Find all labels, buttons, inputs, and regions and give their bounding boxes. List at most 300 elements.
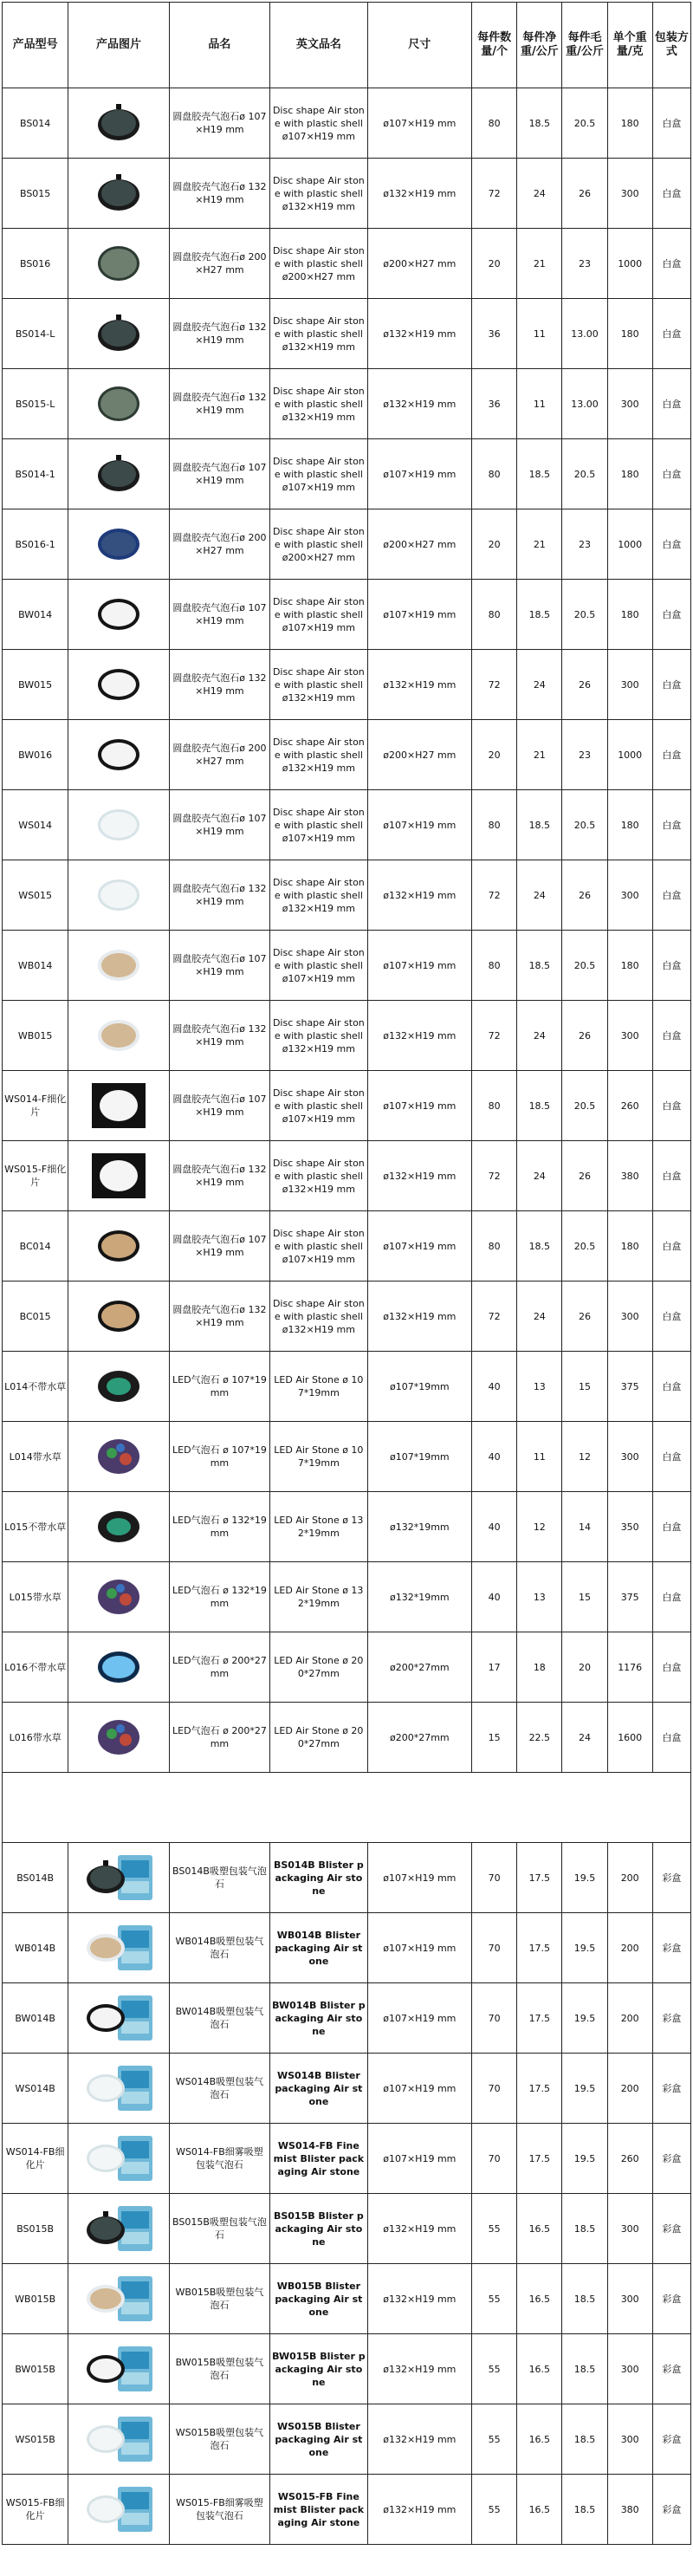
cell-unit-weight: 1000 [607, 720, 652, 790]
product-photo [80, 95, 158, 151]
cell-gross-weight: 20.5 [562, 439, 607, 509]
cell-packing: 白盒 [652, 229, 690, 299]
cell-gross-weight: 20.5 [562, 790, 607, 860]
cell-unit-weight: 1000 [607, 509, 652, 580]
cell-name-en: Disc shape Air stone with plastic shell ø132×H19 mm [270, 860, 367, 931]
cell-model: L015带水草 [3, 1562, 68, 1632]
cell-gross-weight: 13.00 [562, 299, 607, 369]
cell-name-cn: 圆盘胶壳气泡石ø 107×H19 mm [169, 931, 269, 1001]
cell-name-en: Disc shape Air stone with plastic shell ø107×H19 mm [270, 1211, 367, 1282]
cell-net-weight: 18.5 [517, 88, 562, 159]
cell-unit-weight: 260 [607, 1071, 652, 1141]
cell-packing: 白盒 [652, 720, 690, 790]
cell-unit-weight: 300 [607, 1282, 652, 1352]
cell-size: ø200×H27 mm [367, 509, 471, 580]
cell-unit-weight: 1176 [607, 1632, 652, 1703]
cell-model: BS015-L [3, 369, 68, 439]
cell-model: WS015-FB细化片 [3, 2475, 68, 2545]
cell-size: ø132×H19 mm [367, 2334, 471, 2404]
cell-name-en: LED Air Stone ø 132*19mm [270, 1492, 367, 1562]
cell-name-en: WS014B Blister packaging Air stone [270, 2054, 367, 2124]
cell-qty: 36 [472, 369, 517, 439]
product-photo [80, 1288, 158, 1344]
cell-qty: 70 [472, 2054, 517, 2124]
cell-packing: 白盒 [652, 1562, 690, 1632]
cell-name-en: Disc shape Air stone with plastic shell ø107×H19 mm [270, 790, 367, 860]
cell-model: WS014-F细化片 [3, 1071, 68, 1141]
cell-packing: 彩盒 [652, 2194, 690, 2264]
product-photo [80, 2060, 158, 2116]
header-name-cn: 品名 [169, 3, 269, 88]
cell-size: ø107*19mm [367, 1352, 471, 1422]
cell-name-cn: LED气泡石 ø 132*19mm [169, 1492, 269, 1562]
cell-size: ø107×H19 mm [367, 1913, 471, 1983]
header-packing: 包装方式 [652, 3, 690, 88]
table-row [3, 580, 691, 650]
cell-net-weight: 21 [517, 720, 562, 790]
cell-gross-weight: 18.5 [562, 2334, 607, 2404]
cell-name-en: WS014-FB Fine mist Blister packaging Air stone [270, 2124, 367, 2194]
header-gross-weight: 每件毛重/公斤 [562, 3, 607, 88]
cell-name-cn: 圆盘胶壳气泡石ø 132×H19 mm [169, 1282, 269, 1352]
cell-qty: 80 [472, 931, 517, 1001]
table-row [3, 1843, 691, 1913]
cell-packing: 彩盒 [652, 2264, 690, 2334]
cell-name-cn: WS014B吸塑包装气泡石 [169, 2054, 269, 2124]
cell-gross-weight: 20.5 [562, 580, 607, 650]
cell-net-weight: 17.5 [517, 2124, 562, 2194]
cell-product-image [68, 2404, 169, 2475]
cell-product-image [68, 509, 169, 580]
cell-size: ø107×H19 mm [367, 1983, 471, 2054]
cell-name-en: Disc shape Air stone with plastic shell ø132×H19 mm [270, 720, 367, 790]
table-row [3, 1492, 691, 1562]
cell-name-cn: 圆盘胶壳气泡石ø 132×H19 mm [169, 860, 269, 931]
table-row [3, 229, 691, 299]
table-row [3, 88, 691, 159]
cell-unit-weight: 200 [607, 1843, 652, 1913]
cell-unit-weight: 1600 [607, 1703, 652, 1773]
cell-qty: 55 [472, 2194, 517, 2264]
cell-gross-weight: 15 [562, 1562, 607, 1632]
spacer-row [3, 1773, 691, 1843]
cell-name-cn: 圆盘胶壳气泡石ø 132×H19 mm [169, 159, 269, 229]
cell-name-en: Disc shape Air stone with plastic shell ø132×H19 mm [270, 299, 367, 369]
cell-name-en: BS015B Blister packaging Air stone [270, 2194, 367, 2264]
cell-qty: 40 [472, 1562, 517, 1632]
cell-product-image [68, 229, 169, 299]
product-photo [80, 165, 158, 221]
cell-unit-weight: 180 [607, 88, 652, 159]
cell-unit-weight: 180 [607, 1211, 652, 1282]
cell-qty: 80 [472, 790, 517, 860]
cell-unit-weight: 375 [607, 1352, 652, 1422]
cell-size: ø132*19mm [367, 1492, 471, 1562]
product-photo [80, 1499, 158, 1554]
cell-product-image [68, 1352, 169, 1422]
cell-model: BW016 [3, 720, 68, 790]
cell-unit-weight: 300 [607, 2404, 652, 2475]
cell-unit-weight: 300 [607, 2264, 652, 2334]
cell-qty: 15 [472, 1703, 517, 1773]
cell-net-weight: 22.5 [517, 1703, 562, 1773]
cell-model: L014不带水草 [3, 1352, 68, 1422]
cell-name-cn: 圆盘胶壳气泡石ø 200×H27 mm [169, 720, 269, 790]
cell-model: WS014B [3, 2054, 68, 2124]
cell-name-cn: 圆盘胶壳气泡石ø 107×H19 mm [169, 88, 269, 159]
cell-name-en: BW014B Blister packaging Air stone [270, 1983, 367, 2054]
header-row [3, 3, 691, 88]
cell-packing: 彩盒 [652, 2475, 690, 2545]
cell-name-en: LED Air Stone ø 107*19mm [270, 1352, 367, 1422]
cell-unit-weight: 300 [607, 650, 652, 720]
cell-model: BS016 [3, 229, 68, 299]
table-row [3, 2334, 691, 2404]
cell-qty: 70 [472, 1983, 517, 2054]
cell-qty: 72 [472, 159, 517, 229]
cell-model: BS014-1 [3, 439, 68, 509]
table-row [3, 2194, 691, 2264]
cell-gross-weight: 26 [562, 1282, 607, 1352]
header-net-weight: 每件净重/公斤 [517, 3, 562, 88]
table-row [3, 2264, 691, 2334]
cell-net-weight: 24 [517, 159, 562, 229]
cell-model: BS014-L [3, 299, 68, 369]
cell-model: WB015B [3, 2264, 68, 2334]
cell-name-en: Disc shape Air stone with plastic shell ø107×H19 mm [270, 580, 367, 650]
cell-gross-weight: 24 [562, 1703, 607, 1773]
cell-model: L014带水草 [3, 1422, 68, 1492]
cell-model: BS015 [3, 159, 68, 229]
cell-name-cn: 圆盘胶壳气泡石ø 132×H19 mm [169, 650, 269, 720]
cell-name-cn: BW014B吸塑包装气泡石 [169, 1983, 269, 2054]
cell-unit-weight: 200 [607, 1913, 652, 1983]
cell-name-cn: 圆盘胶壳气泡石ø 200×H27 mm [169, 509, 269, 580]
cell-name-cn: 圆盘胶壳气泡石ø 132×H19 mm [169, 369, 269, 439]
product-photo [80, 516, 158, 572]
cell-qty: 20 [472, 509, 517, 580]
table-row [3, 860, 691, 931]
product-photo [80, 1148, 158, 1204]
table-row [3, 1632, 691, 1703]
cell-model: WS015-F细化片 [3, 1141, 68, 1211]
table-row [3, 1282, 691, 1352]
product-photo [80, 657, 158, 712]
cell-net-weight: 16.5 [517, 2334, 562, 2404]
cell-packing: 白盒 [652, 369, 690, 439]
cell-product-image [68, 1492, 169, 1562]
cell-qty: 70 [472, 1843, 517, 1913]
cell-model: BS016-1 [3, 509, 68, 580]
table-row [3, 790, 691, 860]
header-size: 尺寸 [367, 3, 471, 88]
cell-net-weight: 11 [517, 369, 562, 439]
cell-name-cn: LED气泡石 ø 200*27mm [169, 1703, 269, 1773]
cell-net-weight: 17.5 [517, 1913, 562, 1983]
cell-unit-weight: 180 [607, 299, 652, 369]
cell-gross-weight: 26 [562, 159, 607, 229]
cell-size: ø132*19mm [367, 1562, 471, 1632]
cell-name-en: Disc shape Air stone with plastic shell ø200×H27 mm [270, 229, 367, 299]
cell-qty: 80 [472, 580, 517, 650]
cell-size: ø107×H19 mm [367, 439, 471, 509]
cell-gross-weight: 18.5 [562, 2194, 607, 2264]
cell-packing: 白盒 [652, 860, 690, 931]
cell-unit-weight: 260 [607, 2124, 652, 2194]
cell-unit-weight: 180 [607, 439, 652, 509]
cell-model: WS014-FB细化片 [3, 2124, 68, 2194]
cell-packing: 白盒 [652, 650, 690, 720]
cell-qty: 80 [472, 439, 517, 509]
product-photo [80, 446, 158, 502]
cell-model: WB014B [3, 1913, 68, 1983]
table-row [3, 299, 691, 369]
cell-name-en: WB015B Blister packaging Air stone [270, 2264, 367, 2334]
cell-unit-weight: 1000 [607, 229, 652, 299]
cell-gross-weight: 20 [562, 1632, 607, 1703]
cell-packing: 彩盒 [652, 1843, 690, 1913]
cell-gross-weight: 26 [562, 1141, 607, 1211]
cell-name-cn: 圆盘胶壳气泡石ø 132×H19 mm [169, 1001, 269, 1071]
cell-qty: 72 [472, 1282, 517, 1352]
cell-size: ø107×H19 mm [367, 1071, 471, 1141]
cell-gross-weight: 19.5 [562, 1983, 607, 2054]
cell-name-en: Disc shape Air stone with plastic shell ø132×H19 mm [270, 159, 367, 229]
cell-model: WS014 [3, 790, 68, 860]
cell-product-image [68, 790, 169, 860]
cell-model: BS014 [3, 88, 68, 159]
cell-model: WB014 [3, 931, 68, 1001]
cell-gross-weight: 20.5 [562, 931, 607, 1001]
cell-name-cn: 圆盘胶壳气泡石ø 107×H19 mm [169, 580, 269, 650]
cell-qty: 40 [472, 1492, 517, 1562]
cell-net-weight: 18.5 [517, 1071, 562, 1141]
cell-gross-weight: 14 [562, 1492, 607, 1562]
cell-packing: 白盒 [652, 1422, 690, 1492]
cell-size: ø107*19mm [367, 1422, 471, 1492]
cell-gross-weight: 23 [562, 720, 607, 790]
table-row [3, 439, 691, 509]
product-photo [80, 727, 158, 782]
cell-packing: 白盒 [652, 299, 690, 369]
cell-size: ø132×H19 mm [367, 860, 471, 931]
product-photo [80, 1569, 158, 1625]
cell-qty: 20 [472, 720, 517, 790]
cell-unit-weight: 300 [607, 1422, 652, 1492]
cell-packing: 彩盒 [652, 2404, 690, 2475]
cell-net-weight: 18 [517, 1632, 562, 1703]
cell-unit-weight: 300 [607, 2334, 652, 2404]
cell-model: WS015 [3, 860, 68, 931]
product-photo [80, 376, 158, 431]
cell-product-image [68, 369, 169, 439]
cell-product-image [68, 1843, 169, 1913]
cell-name-en: Disc shape Air stone with plastic shell ø132×H19 mm [270, 1141, 367, 1211]
cell-name-en: Disc shape Air stone with plastic shell ø107×H19 mm [270, 1071, 367, 1141]
cell-name-cn: 圆盘胶壳气泡石ø 107×H19 mm [169, 439, 269, 509]
cell-product-image [68, 2124, 169, 2194]
cell-unit-weight: 180 [607, 790, 652, 860]
cell-qty: 72 [472, 650, 517, 720]
cell-net-weight: 16.5 [517, 2264, 562, 2334]
cell-qty: 36 [472, 299, 517, 369]
cell-packing: 白盒 [652, 88, 690, 159]
cell-gross-weight: 20.5 [562, 88, 607, 159]
product-photo [80, 1008, 158, 1063]
cell-qty: 70 [472, 2124, 517, 2194]
cell-packing: 白盒 [652, 1703, 690, 1773]
table-row [3, 720, 691, 790]
spacer-cell [3, 1773, 691, 1843]
header-qty: 每件数量/个 [472, 3, 517, 88]
cell-net-weight: 24 [517, 1282, 562, 1352]
cell-name-en: Disc shape Air stone with plastic shell ø132×H19 mm [270, 650, 367, 720]
table-row [3, 1703, 691, 1773]
cell-product-image [68, 1071, 169, 1141]
product-photo [80, 1639, 158, 1695]
cell-product-image [68, 1282, 169, 1352]
cell-unit-weight: 300 [607, 159, 652, 229]
cell-size: ø107×H19 mm [367, 931, 471, 1001]
cell-product-image [68, 931, 169, 1001]
cell-gross-weight: 18.5 [562, 2475, 607, 2545]
cell-gross-weight: 23 [562, 509, 607, 580]
cell-name-cn: 圆盘胶壳气泡石ø 107×H19 mm [169, 1071, 269, 1141]
cell-unit-weight: 300 [607, 2194, 652, 2264]
cell-model: L016带水草 [3, 1703, 68, 1773]
cell-size: ø132×H19 mm [367, 2404, 471, 2475]
cell-size: ø132×H19 mm [367, 2264, 471, 2334]
cell-net-weight: 16.5 [517, 2404, 562, 2475]
cell-unit-weight: 300 [607, 860, 652, 931]
header-unit-weight: 单个重量/克 [607, 3, 652, 88]
cell-size: ø132×H19 mm [367, 1141, 471, 1211]
cell-name-cn: WB014B吸塑包装气泡石 [169, 1913, 269, 1983]
cell-model: L015不带水草 [3, 1492, 68, 1562]
table-row [3, 1422, 691, 1492]
cell-gross-weight: 19.5 [562, 2124, 607, 2194]
cell-name-en: Disc shape Air stone with plastic shell ø107×H19 mm [270, 88, 367, 159]
cell-name-cn: LED气泡石 ø 107*19mm [169, 1422, 269, 1492]
product-photo [80, 2201, 158, 2256]
cell-gross-weight: 18.5 [562, 2404, 607, 2475]
cell-size: ø107×H19 mm [367, 790, 471, 860]
table-row [3, 1352, 691, 1422]
product-photo [80, 1078, 158, 1133]
cell-net-weight: 18.5 [517, 1211, 562, 1282]
cell-model: BC014 [3, 1211, 68, 1282]
cell-unit-weight: 380 [607, 2475, 652, 2545]
product-photo [80, 2131, 158, 2186]
cell-qty: 55 [472, 2334, 517, 2404]
cell-gross-weight: 26 [562, 860, 607, 931]
header-name-en: 英文品名 [270, 3, 367, 88]
cell-packing: 白盒 [652, 1282, 690, 1352]
cell-net-weight: 12 [517, 1492, 562, 1562]
cell-name-en: WS015B Blister packaging Air stone [270, 2404, 367, 2475]
product-photo [80, 1429, 158, 1484]
cell-size: ø107×H19 mm [367, 2054, 471, 2124]
cell-net-weight: 21 [517, 229, 562, 299]
cell-gross-weight: 20.5 [562, 1071, 607, 1141]
cell-qty: 55 [472, 2264, 517, 2334]
cell-unit-weight: 300 [607, 369, 652, 439]
cell-product-image [68, 2054, 169, 2124]
product-photo [80, 236, 158, 291]
cell-gross-weight: 13.00 [562, 369, 607, 439]
cell-name-cn: 圆盘胶壳气泡石ø 200×H27 mm [169, 229, 269, 299]
cell-net-weight: 11 [517, 1422, 562, 1492]
cell-size: ø107×H19 mm [367, 88, 471, 159]
product-photo [80, 2482, 158, 2537]
cell-name-en: LED Air Stone ø 107*19mm [270, 1422, 367, 1492]
cell-packing: 白盒 [652, 1352, 690, 1422]
cell-qty: 72 [472, 1141, 517, 1211]
cell-packing: 彩盒 [652, 2054, 690, 2124]
cell-net-weight: 13 [517, 1352, 562, 1422]
cell-model: WB015 [3, 1001, 68, 1071]
cell-model: BW015 [3, 650, 68, 720]
cell-packing: 白盒 [652, 1211, 690, 1282]
cell-packing: 白盒 [652, 790, 690, 860]
cell-name-cn: BW015B吸塑包装气泡石 [169, 2334, 269, 2404]
cell-net-weight: 24 [517, 650, 562, 720]
cell-net-weight: 18.5 [517, 580, 562, 650]
cell-size: ø132×H19 mm [367, 1282, 471, 1352]
cell-size: ø132×H19 mm [367, 2194, 471, 2264]
cell-product-image [68, 159, 169, 229]
table-row [3, 2475, 691, 2545]
cell-name-cn: BS014B吸塑包装气泡石 [169, 1843, 269, 1913]
cell-packing: 白盒 [652, 1632, 690, 1703]
cell-name-cn: WS014-FB细雾吸塑包装气泡石 [169, 2124, 269, 2194]
cell-product-image [68, 650, 169, 720]
cell-gross-weight: 19.5 [562, 2054, 607, 2124]
cell-product-image [68, 1703, 169, 1773]
cell-name-cn: 圆盘胶壳气泡石ø 132×H19 mm [169, 299, 269, 369]
cell-packing: 彩盒 [652, 1913, 690, 1983]
product-photo [80, 2271, 158, 2326]
cell-packing: 白盒 [652, 439, 690, 509]
cell-gross-weight: 26 [562, 650, 607, 720]
cell-name-en: Disc shape Air stone with plastic shell ø107×H19 mm [270, 439, 367, 509]
cell-net-weight: 16.5 [517, 2475, 562, 2545]
cell-net-weight: 24 [517, 1001, 562, 1071]
cell-name-cn: LED气泡石 ø 107*19mm [169, 1352, 269, 1422]
cell-product-image [68, 299, 169, 369]
product-photo [80, 1218, 158, 1274]
cell-qty: 17 [472, 1632, 517, 1703]
cell-net-weight: 21 [517, 509, 562, 580]
cell-product-image [68, 860, 169, 931]
cell-qty: 80 [472, 1211, 517, 1282]
cell-qty: 72 [472, 860, 517, 931]
cell-name-cn: WS015-FB细雾吸塑包装气泡石 [169, 2475, 269, 2545]
cell-packing: 白盒 [652, 1141, 690, 1211]
product-spec-table [2, 2, 691, 2545]
cell-qty: 55 [472, 2475, 517, 2545]
cell-product-image [68, 1913, 169, 1983]
table-row [3, 509, 691, 580]
cell-qty: 20 [472, 229, 517, 299]
cell-net-weight: 24 [517, 860, 562, 931]
cell-net-weight: 18.5 [517, 790, 562, 860]
cell-name-en: LED Air Stone ø 200*27mm [270, 1703, 367, 1773]
cell-name-en: LED Air Stone ø 132*19mm [270, 1562, 367, 1632]
cell-name-en: BW015B Blister packaging Air stone [270, 2334, 367, 2404]
cell-qty: 55 [472, 2404, 517, 2475]
product-photo [80, 2341, 158, 2397]
